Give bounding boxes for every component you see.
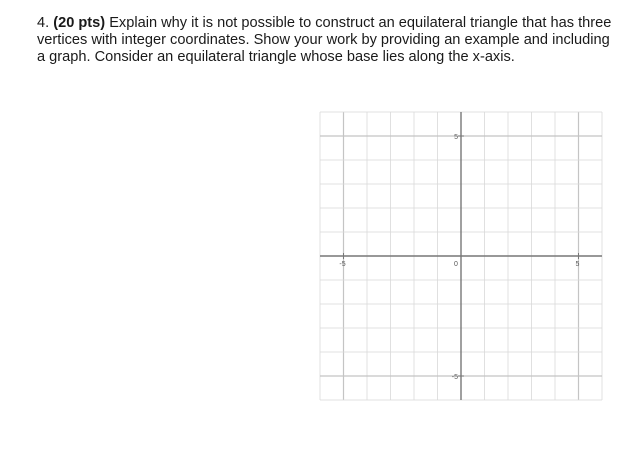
question-body: Explain why it is not possible to construct an equilateral triangle that has three vertices with integer coordinates. Show your work by providing an example and including a graph. Consider an equilateral triangle whose base lies along the x-axis. [37, 15, 612, 65]
coordinate-grid [318, 110, 604, 402]
question-points: (20 pts) [53, 15, 106, 31]
coordinate-grid-svg [318, 110, 604, 402]
tick-label-y-neg-5: -5 [451, 374, 458, 381]
tick-label-x-pos-5: 5 [575, 261, 580, 268]
tick-label-x-neg-5: -5 [339, 261, 346, 268]
tick-label-origin: 0 [454, 261, 458, 268]
question-text [37, 15, 617, 66]
question-number: 4. [37, 15, 50, 31]
tick-label-y-pos-5: 5 [454, 134, 458, 141]
